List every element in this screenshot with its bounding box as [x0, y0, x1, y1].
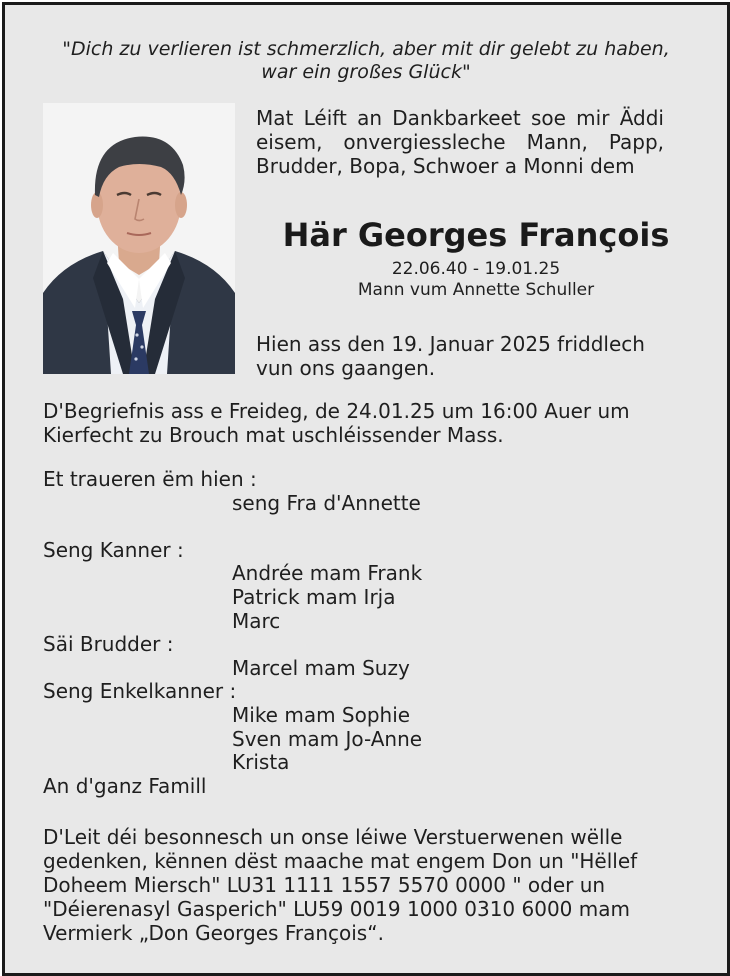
brother-label: Säi Brudder :	[43, 632, 174, 657]
mourner-grandchild: Sven mam Jo-Anne	[232, 726, 423, 751]
spacer	[43, 514, 703, 538]
mourner-wife: seng Fra d'Annette	[232, 490, 421, 515]
intro-text: Mat Léift an Dankbarkeet soe mir Äddi eisem, onvergiessleche Mann, Papp, Brudder, Bopa, Schwoer a Monni dem	[256, 106, 664, 178]
funeral-notice: D'Begriefnis ass e Freideg, de 24.01.25 um 16:00 Auer um Kierfecht zu Brouch mat uschléissender Mass.	[43, 399, 630, 447]
mourner-child: Marc	[232, 608, 281, 633]
mourner-brother: Marcel mam Suzy	[232, 655, 410, 680]
quote-line-1: "Dich zu verlieren ist schmerzlich, aber mit dir gelebt zu haben,	[62, 38, 670, 60]
passing-notice: Hien ass den 19. Januar 2025 friddlech vun ons gaangen.	[256, 332, 645, 380]
obituary-card	[2, 2, 730, 976]
mourners-intro: Et traueren ëm hien :	[43, 467, 257, 491]
children-label: Seng Kanner :	[43, 537, 184, 562]
memorial-quote	[5, 38, 727, 84]
life-dates: 22.06.40 - 19.01.25	[391, 259, 561, 279]
donation-notice: D'Leit déi besonnesch un onse léiwe Verstuerwenen wëlle gedenken, kënnen dëst maache mat engem Don un "Hëllef Doheem Miersch" LU31 1111 1557 5570 0000 " oder un "Déierenasyl Gasperich" LU59 0019 1000 0310 6000 mam Vermierk „Don Georges François“.	[43, 825, 638, 945]
quote-line-2: war ein großes Glück"	[261, 61, 471, 83]
grandchildren-label: Seng Enkelkanner :	[43, 679, 237, 704]
mourner-grandchild: Krista	[232, 750, 290, 775]
spouse-line: Mann vum Annette Schuller	[357, 280, 595, 300]
portrait-photo	[43, 103, 235, 374]
mourner-child: Patrick mam Irja	[232, 584, 396, 609]
deceased-name: Här Georges François	[282, 216, 670, 254]
mourner-grandchild: Mike mam Sophie	[232, 702, 411, 727]
whole-family: An d'ganz Famill	[43, 773, 207, 798]
mourners-list	[43, 467, 703, 797]
mourner-child: Andrée mam Frank	[232, 561, 423, 586]
